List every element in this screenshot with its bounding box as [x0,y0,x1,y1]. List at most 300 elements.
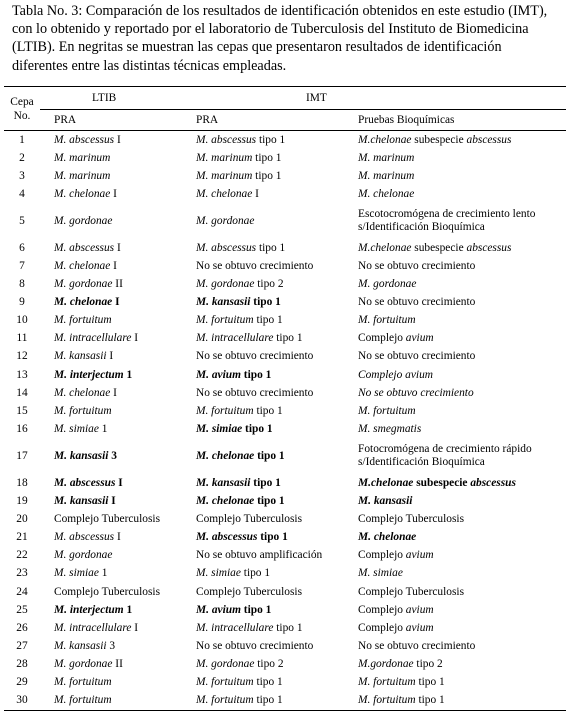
bioq-text: avium [405,368,433,381]
pra-text: No se obtuvo amplificación [196,549,323,562]
bioq-text: No se obtuvo crecimiento [358,296,476,309]
table-row [4,348,566,366]
bioq-cell [356,601,566,619]
table-row [4,131,566,150]
pra-text: M. marinum [196,169,253,182]
cepa-number: 24 [16,585,28,598]
pra-text: M. chelonae [196,187,253,200]
pra-text: I [252,187,259,200]
pra-text: No se obtuvo crecimiento [196,350,314,363]
ltib-pra-cell [40,565,194,583]
bioq-text: Complejo [358,332,406,345]
table-row [4,601,566,619]
table-body [4,131,566,711]
ltib-pra-cell [40,402,194,420]
imt-pra-cell [194,330,356,348]
ltib-text: 3 [106,639,116,652]
bioq-text: M. kansasii [358,495,413,508]
pra-text: M. fortuitum [196,694,254,707]
bioq-cell [356,511,566,529]
ltib-text: I [115,476,123,489]
bioq-text: M. fortuitum [358,314,416,327]
ltib-text: II [112,657,123,670]
bioq-text: M.chelonae [358,133,412,146]
bioq-text: M. fortuitum [358,694,416,707]
bioq-cell [356,637,566,655]
cepa-number: 15 [16,404,28,417]
ltib-text: M. abscessus [54,241,115,254]
cepa-number: 18 [16,476,28,489]
bioq-cell [356,420,566,438]
cepa-number: 7 [19,260,25,273]
ltib-pra-cell [40,511,194,529]
ltib-text: M. simiae [54,567,99,580]
table-row [4,203,566,239]
ltib-text: M. kansasii [54,449,109,462]
cepa-number: 22 [16,549,28,562]
imt-pra-cell [194,366,356,384]
ltib-pra-cell [40,330,194,348]
pra-text: M. abscessus [196,241,257,254]
imt-pra-cell [194,312,356,330]
ltib-text: M. gordonae [54,657,113,670]
pra-text: tipo 1 [253,314,283,327]
imt-pra-header: PRA [196,113,219,126]
imt-pra-cell [194,239,356,257]
ltib-pra-cell [40,420,194,438]
bioq-text: No se obtuvo crecimiento [358,639,476,652]
bioq-text: avium [405,332,434,345]
ltib-pra-cell [40,655,194,673]
bioq-text: tipo 1 [415,694,445,707]
pra-text: tipo 1 [253,404,283,417]
imt-pra-cell [194,565,356,583]
bioq-cell [356,203,566,239]
ltib-text: M. interjectum [54,368,124,381]
table-row [4,149,566,167]
table-row [4,637,566,655]
ltib-pra-cell [40,366,194,384]
pra-text: M. intracellulare [196,332,274,345]
bioq-text: avium [405,603,434,616]
bioq-cell [356,384,566,402]
cepa-number: 14 [16,386,28,399]
pra-text: tipo 1 [256,241,286,254]
pra-text: tipo 2 [254,657,284,670]
ltib-pra-cell [40,474,194,492]
bioq-text: abscessus [470,476,516,489]
results-table [4,86,566,711]
ltib-text: I [114,531,121,544]
bioq-text: M. chelonae [358,531,417,544]
imt-pra-cell [194,167,356,185]
pra-text: M. abscessus [196,133,257,146]
imt-pra-cell [194,420,356,438]
ltib-text: II [112,278,123,291]
pra-text: M. kansasii [196,296,251,309]
cepa-number: 3 [19,169,25,182]
pra-text: tipo 1 [254,449,285,462]
bioq-text: avium [405,621,434,634]
imt-pra-cell [194,673,356,691]
ltib-text: I [108,495,116,508]
ltib-text: M. intracellulare [54,332,132,345]
ltib-text: Complejo Tuberculosis [54,513,161,526]
cepa-number: 5 [19,214,25,227]
bioq-cell [356,529,566,547]
ltib-text: M. gordonae [54,214,113,227]
table-row [4,493,566,511]
ltib-pra-cell [40,601,194,619]
pra-text: M. avium [196,603,241,616]
ltib-text: M. abscessus [54,476,116,489]
ltib-text: I [114,241,121,254]
bioq-text: M.chelonae [358,241,412,254]
pra-text: tipo 1 [252,151,282,164]
cepa-number: 9 [19,296,25,309]
pra-text: M. chelonae [196,449,255,462]
pra-text: M. gordonae [196,278,255,291]
imt-pra-cell [194,149,356,167]
table-row [4,511,566,529]
ltib-header: LTIB [40,87,194,110]
ltib-text: M. chelonae [54,386,111,399]
ltib-text: M. fortuitum [54,314,112,327]
cepa-number: 10 [16,314,28,327]
pra-text: tipo 1 [254,495,285,508]
ltib-text: M. intracellulare [54,621,132,634]
pra-text: tipo 1 [273,621,303,634]
bioq-cell [356,330,566,348]
ltib-text: I [131,332,139,345]
table-row [4,384,566,402]
bioq-cell [356,583,566,601]
bioq-text: M. gordonae [358,278,417,291]
imt-pra-cell [194,511,356,529]
ltib-pra-cell [40,384,194,402]
imt-pra-cell [194,692,356,711]
ltib-pra-cell [40,167,194,185]
bioq-cell [356,149,566,167]
ltib-text: 1 [123,603,133,616]
table-row [4,474,566,492]
table-row [4,420,566,438]
cepa-number: 17 [16,449,28,462]
bioq-text: Complejo Tuberculosis [358,513,465,526]
bioq-text: tipo 1 [415,675,445,688]
cepa-number: 16 [16,422,28,435]
ltib-text: I [112,296,120,309]
ltib-pra-cell [40,438,194,474]
cepa-number: 27 [16,639,28,652]
ltib-pra-cell [40,673,194,691]
pra-text: M. fortuitum [196,675,254,688]
pra-text: M. gordonae [196,657,255,670]
bioq-cell [356,366,566,384]
imt-pra-cell [194,547,356,565]
cepa-number: 30 [16,694,28,707]
bioq-text: Fotocromógena de crecimiento rápido s/Identificación Bioquímica [358,443,532,469]
ltib-text: M. abscessus [54,133,115,146]
table-row [4,619,566,637]
table-row [4,655,566,673]
ltib-pra-cell [40,239,194,257]
bioq-text: M. fortuitum [358,675,416,688]
pra-text: tipo 1 [253,675,283,688]
imt-pra-cell [194,438,356,474]
bioq-cell [356,692,566,711]
table-row [4,366,566,384]
table-row [4,185,566,203]
bioq-cell [356,312,566,330]
table-row [4,529,566,547]
ltib-text: M. gordonae [54,278,113,291]
imt-pra-cell [194,655,356,673]
pra-text: M. abscessus [196,531,258,544]
table-row [4,239,566,257]
pra-text: M. avium [196,368,241,381]
pra-text: tipo 1 [257,531,288,544]
pra-text: tipo 1 [250,476,281,489]
bioq-text: M. marinum [358,151,415,164]
pra-text: tipo 1 [240,603,272,616]
imt-pra-cell [194,474,356,492]
bioq-header: Pruebas Bioquímicas [358,113,455,126]
cepa-number: 4 [19,187,25,200]
bioq-text: abscessus [466,133,512,146]
bioq-cell [356,348,566,366]
cepa-header: Cepa No. [10,95,34,122]
imt-pra-cell [194,637,356,655]
ltib-text: M. interjectum [54,603,124,616]
pra-text: tipo 1 [252,169,282,182]
bioq-text: No se obtuvo crecimiento [358,350,476,363]
pra-text: M. fortuitum [196,404,254,417]
bioq-cell [356,474,566,492]
imt-header: IMT [194,87,566,110]
ltib-pra-cell [40,529,194,547]
ltib-text: M. chelonae [54,260,111,273]
imt-pra-cell [194,203,356,239]
bioq-cell [356,655,566,673]
bioq-cell [356,438,566,474]
table-row [4,692,566,711]
table-row [4,402,566,420]
ltib-pra-cell [40,276,194,294]
pra-text: tipo 1 [250,296,281,309]
cepa-number: 6 [19,241,25,254]
ltib-text: Complejo Tuberculosis [54,585,161,598]
imt-pra-cell [194,529,356,547]
pra-text: M. chelonae [196,495,255,508]
pra-text: tipo 1 [273,332,303,345]
ltib-text: 1 [123,368,133,381]
cepa-number: 20 [16,513,28,526]
ltib-text: 1 [98,422,108,435]
pra-text: Complejo Tuberculosis [196,585,303,598]
ltib-text: M. abscessus [54,531,115,544]
cepa-number: 13 [16,368,28,381]
pra-text: Complejo Tuberculosis [196,513,303,526]
bioq-text: Complejo [358,603,406,616]
ltib-pra-cell [40,692,194,711]
bioq-text: Complejo [358,621,406,634]
imt-pra-cell [194,131,356,150]
pra-text: M. fortuitum [196,314,254,327]
cepa-number: 12 [16,350,28,363]
pra-text: tipo 1 [240,567,271,580]
pra-text: No se obtuvo crecimiento [196,639,314,652]
ltib-text: 1 [98,567,108,580]
pra-text: tipo 1 [240,368,272,381]
ltib-text: I [114,133,121,146]
table-row [4,547,566,565]
cepa-number: 28 [16,657,28,670]
bioq-cell [356,493,566,511]
table-row [4,276,566,294]
imt-pra-cell [194,601,356,619]
bioq-cell [356,185,566,203]
pra-text: M. marinum [196,151,253,164]
ltib-pra-cell [40,131,194,150]
bioq-cell [356,547,566,565]
imt-pra-cell [194,257,356,275]
imt-pra-cell [194,348,356,366]
bioq-text: M.gordonae [358,657,414,670]
ltib-text: M. marinum [54,151,111,164]
cepa-number: 8 [19,278,25,291]
bioq-cell [356,239,566,257]
cepa-number: 26 [16,621,28,634]
pra-text: M. simiae [196,567,241,580]
cepa-number: 25 [16,603,28,616]
bioq-text: Complejo Tuberculosis [358,585,465,598]
cepa-number: 11 [16,332,28,345]
ltib-text: M. kansasii [54,495,109,508]
pra-text: tipo 2 [254,278,284,291]
table-row [4,294,566,312]
ltib-text: M. fortuitum [54,404,112,417]
bioq-text: subespecie [411,241,467,254]
table-row [4,330,566,348]
bioq-cell [356,131,566,150]
bioq-text: subespecie [411,133,467,146]
ltib-text: M. fortuitum [54,694,112,707]
pra-text: tipo 1 [253,694,283,707]
ltib-pra-cell [40,185,194,203]
ltib-text: M. gordonae [54,549,113,562]
bioq-cell [356,673,566,691]
table-row [4,565,566,583]
ltib-text: I [110,260,117,273]
ltib-pra-cell [40,493,194,511]
imt-pra-cell [194,384,356,402]
table-row [4,167,566,185]
ltib-text: I [106,350,114,363]
ltib-text: I [110,386,117,399]
imt-pra-cell [194,493,356,511]
ltib-text: M. fortuitum [54,675,112,688]
ltib-text: M. chelonae [54,296,113,309]
ltib-text: M. kansasii [54,350,107,363]
pra-text: M. kansasii [196,476,251,489]
ltib-text: I [131,621,139,634]
pra-text: M. gordonae [196,214,255,227]
bioq-text: avium [405,549,434,562]
table-row [4,257,566,275]
pra-text: tipo 1 [256,133,286,146]
bioq-text: Complejo [358,549,406,562]
ltib-pra-cell [40,149,194,167]
bioq-text: Complejo [358,368,406,381]
ltib-pra-cell [40,619,194,637]
ltib-pra-cell [40,547,194,565]
ltib-pra-cell [40,257,194,275]
imt-pra-cell [194,619,356,637]
pra-text: No se obtuvo crecimiento [196,260,314,273]
ltib-pra-cell [40,312,194,330]
ltib-pra-cell [40,637,194,655]
ltib-pra-cell [40,203,194,239]
ltib-text: 3 [108,449,117,462]
bioq-cell [356,257,566,275]
table-row [4,673,566,691]
ltib-text: M. simiae [54,422,99,435]
ltib-pra-cell [40,583,194,601]
imt-pra-cell [194,185,356,203]
bioq-cell [356,619,566,637]
ltib-pra-cell [40,348,194,366]
bioq-text: tipo 2 [413,657,443,670]
bioq-text: M. fortuitum [358,404,416,417]
ltib-text: M. chelonae [54,187,111,200]
table-caption: Tabla No. 3: Comparación de los resultados de identificación obtenidos en este estudio (IMT), con lo obtenido y reportado por el laboratorio de Tuberculosis del Instituto de Biomedicina (LTIB). En negritas se muestran las cepas que presentaron resultados de identificación diferentes entre las distintas técnicas empleadas. [12,3,548,74]
pra-text: M. intracellulare [196,621,274,634]
bioq-text: Escotocromógena de crecimiento lento s/Identificación Bioquímica [358,208,536,234]
imt-pra-cell [194,294,356,312]
ltib-pra-header: PRA [54,113,77,126]
bioq-text: M. marinum [358,169,415,182]
pra-text: tipo 1 [242,422,273,435]
bioq-text: No se obtuvo crecimiento [358,386,474,399]
ltib-text: I [110,187,117,200]
bioq-cell [356,167,566,185]
bioq-text: subespecie [413,476,471,489]
cepa-number: 19 [16,495,28,508]
bioq-cell [356,276,566,294]
ltib-pra-cell [40,294,194,312]
pra-text: No se obtuvo crecimiento [196,386,314,399]
bioq-text: M. chelonae [358,187,415,200]
table-row [4,438,566,474]
bioq-cell [356,565,566,583]
imt-pra-cell [194,583,356,601]
bioq-text: No se obtuvo crecimiento [358,260,476,273]
cepa-number: 23 [16,567,28,580]
imt-pra-cell [194,402,356,420]
table-row [4,312,566,330]
bioq-cell [356,294,566,312]
bioq-text: M. smegmatis [358,422,422,435]
table-row [4,583,566,601]
ltib-text: M. kansasii [54,639,107,652]
cepa-number: 29 [16,675,28,688]
cepa-number: 2 [19,151,25,164]
ltib-text: M. marinum [54,169,111,182]
pra-text: M. simiae [196,422,243,435]
cepa-number: 1 [19,133,25,146]
bioq-text: M.chelonae [358,476,414,489]
